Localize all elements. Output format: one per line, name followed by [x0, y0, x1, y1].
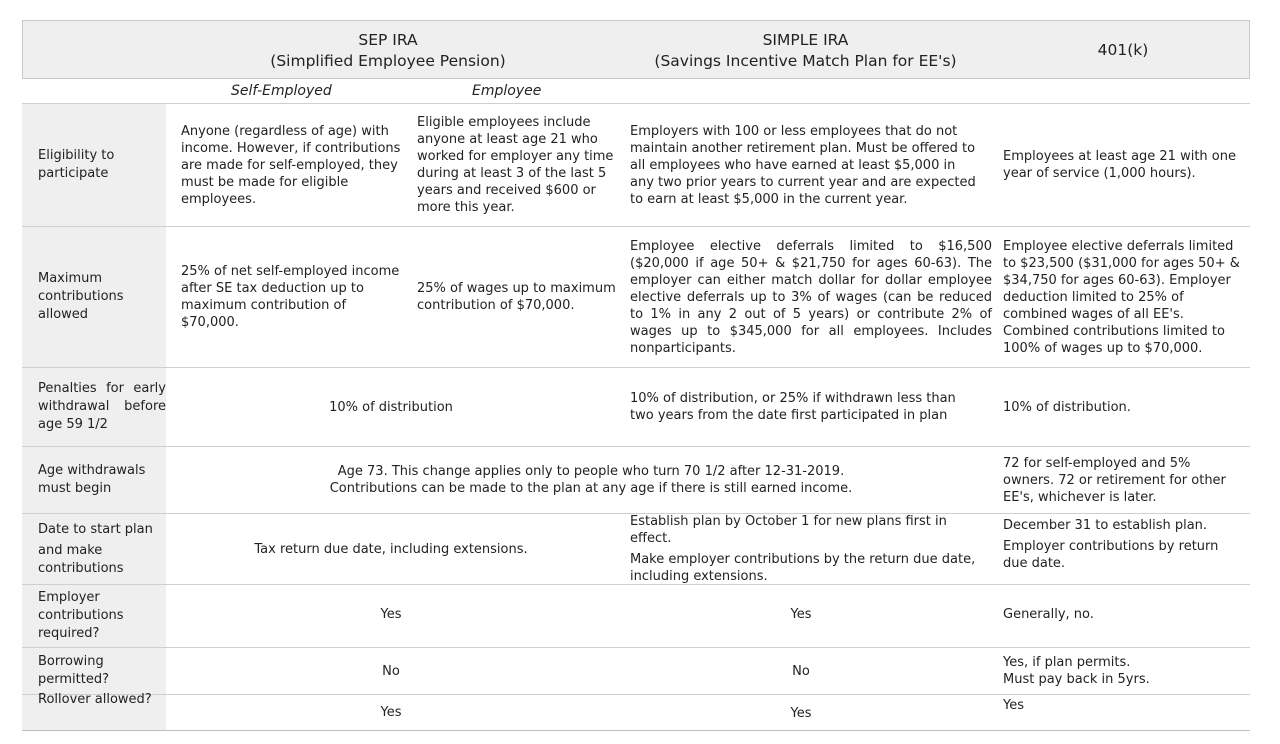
simple-ira-header: [623, 21, 988, 80]
date-start-sep: Tax return due date, including extensions.: [254, 541, 528, 557]
borrowing-401k-line2: Must pay back in 5yrs.: [1003, 672, 1150, 687]
rollover-label: Rollover allowed?: [38, 692, 152, 707]
date-start-label: [38, 514, 166, 584]
age-withdrawals-sep-simple: [166, 447, 1016, 513]
eligibility-sep-employee: Eligible employees include anyone at least age 21 who worked for employer any time during at least 3 of the last 5 years and received $600 or more this year.: [417, 115, 614, 215]
borrowing-sep: No: [382, 663, 400, 679]
simple-ira-subtitle: (Savings Incentive Match Plan for EE's): [654, 51, 957, 70]
401k-header: [1003, 21, 1243, 80]
eligibility-sep-self: Anyone (regardless of age) with income. However, if contributions are made for self-employed, they must be made for eligible employees.: [181, 123, 401, 207]
age-withdrawals-401k: 72 for self-employed and 5% owners. 72 or retirement for other EE's, whichever is later.: [1003, 455, 1226, 505]
date-start-simple-line1: Establish plan by October 1 for new plans first in effect.: [630, 514, 947, 546]
simple-ira-title: SIMPLE IRA: [762, 30, 849, 49]
date-start-label-line2: and make contributions: [38, 542, 124, 576]
date-start-simple: [630, 514, 980, 584]
employer-required-simple: Yes: [790, 606, 812, 622]
eligibility-label: Eligibility to participate: [38, 148, 115, 181]
sep-ira-subtitle: (Simplified Employee Pension): [270, 51, 506, 70]
penalties-sep: 10% of distribution: [329, 399, 453, 415]
penalties-401k: 10% of distribution.: [1003, 399, 1131, 415]
date-start-simple-line2: Make employer contributions by the return due date, including extensions.: [630, 552, 976, 584]
divider: [22, 694, 1250, 695]
rollover-401k: Yes: [1003, 697, 1024, 713]
employer-required-sep: Yes: [380, 606, 402, 622]
max-contrib-401k: Employee elective deferrals limited to $23,500 ($31,000 for ages 50+ & $34,750 for ages 60-63). Employer deduction limited to 25% of combined wages of all EE's. Combined contributions limited to 100% of wages up to $70,000.: [1003, 238, 1240, 356]
date-start-401k-line1: December 31 to establish plan.: [1003, 517, 1208, 533]
borrowing-simple: No: [792, 663, 810, 679]
rollover-sep: Yes: [380, 704, 402, 720]
sep-ira-title: SEP IRA: [358, 30, 418, 49]
max-contrib-sep-employee: 25% of wages up to maximum contribution of $70,000.: [417, 281, 616, 313]
borrowing-label: Borrowing permitted?: [38, 654, 109, 687]
employer-required-label: Employer contributions required?: [38, 590, 124, 641]
borrowing-401k: [1003, 648, 1243, 694]
max-contrib-label: Maximum contributions allowed: [38, 271, 124, 322]
employer-required-401k: Generally, no.: [1003, 606, 1094, 622]
max-contrib-sep-self: 25% of net self-employed income after SE tax deduction up to maximum contribution of $70,000.: [181, 264, 400, 330]
employee-subheader: Employee: [472, 83, 542, 99]
age-withdrawals-line2: Contributions can be made to the plan at any age if there is still earned income.: [329, 481, 853, 496]
date-start-401k: [1003, 514, 1243, 574]
table-header: [22, 20, 1250, 79]
borrowing-401k-line1: Yes, if plan permits.: [1003, 655, 1131, 670]
date-start-label-line1: Date to start plan: [38, 521, 153, 537]
divider: [22, 730, 1250, 731]
age-withdrawals-line1: Age 73. This change applies only to people who turn 70 1/2 after 12-31-2019.: [337, 464, 845, 479]
age-withdrawals-label: Age withdrawals must begin: [38, 463, 146, 496]
eligibility-simple: Employers with 100 or less employees that do not maintain another retirement plan. Must be offered to all employees who have earned at least $5,000 in any two prior years to current year and are expected to earn at least $5,000 in the current year.: [630, 123, 976, 207]
date-start-401k-line2: Employer contributions by return due date.: [1003, 538, 1219, 571]
max-contrib-simple: Employee elective deferrals limited to $16,500 ($20,000 if age 50+ & $21,750 for ages 60-63). The employer can either match dollar for dollar employee elective deferrals up to 3% of wages (can be reduced to 1% in any 2 out of 5 years) or contribute 2% of wages up to $345,000 for all employees. Includes nonparticipants.: [630, 238, 992, 356]
401k-title: 401(k): [1097, 41, 1149, 59]
rollover-simple: Yes: [790, 705, 812, 721]
penalties-label: Penalties for early withdrawal before age 59 1/2: [38, 381, 166, 432]
sep-ira-header: [173, 21, 603, 80]
self-employed-subheader: Self-Employed: [231, 83, 332, 99]
eligibility-401k: Employees at least age 21 with one year of service (1,000 hours).: [1003, 149, 1236, 181]
penalties-simple: 10% of distribution, or 25% if withdrawn less than two years from the date first participated in plan: [630, 391, 956, 423]
